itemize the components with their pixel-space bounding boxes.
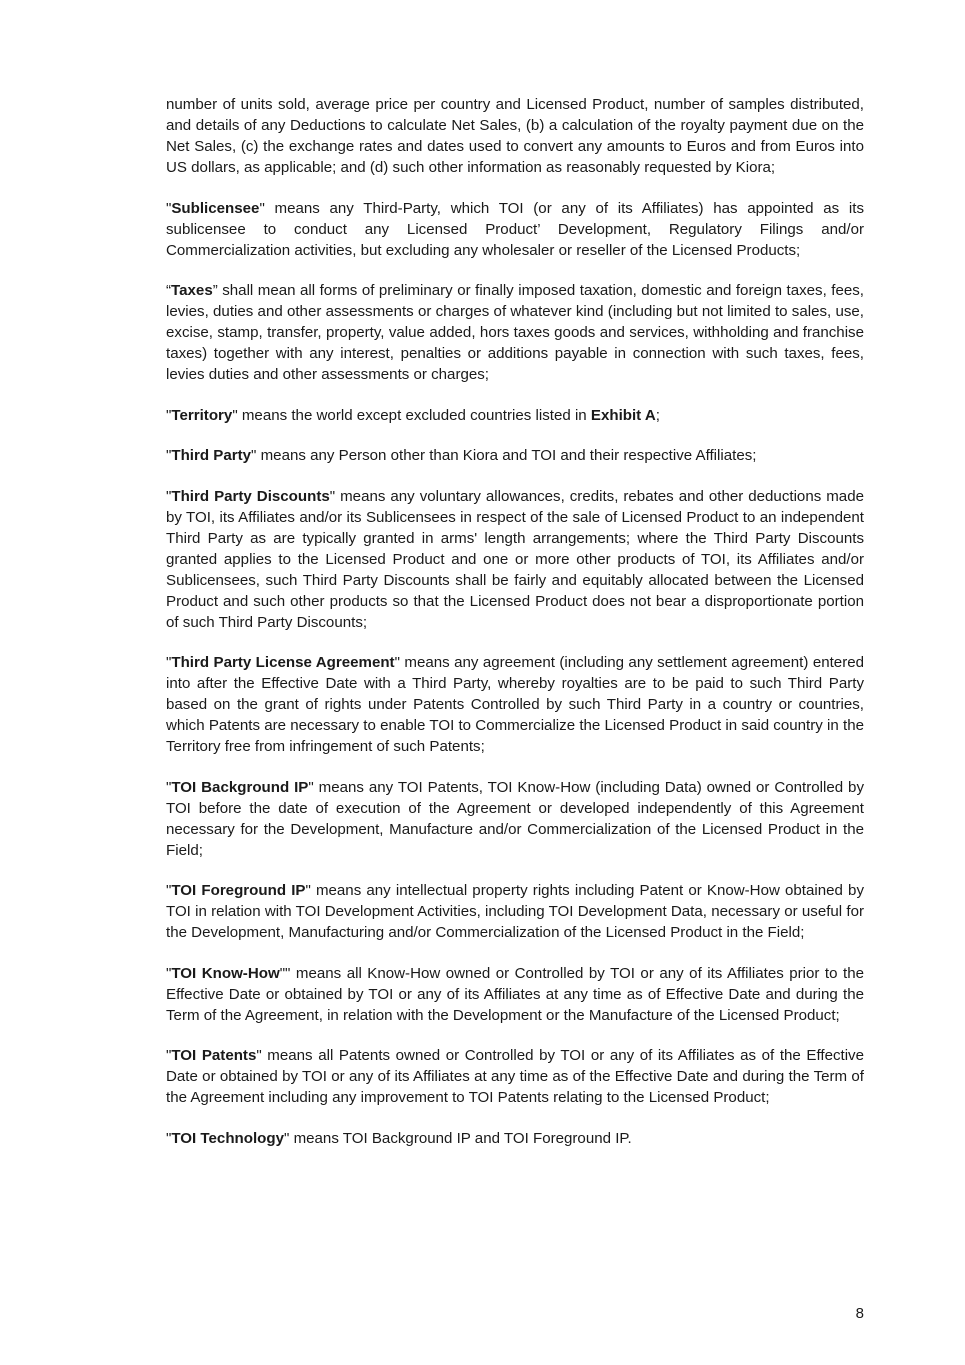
page-number: 8 bbox=[855, 1305, 864, 1322]
definition-toi-patents: "TOI Patents" means all Patents owned or Controlled by TOI or any of its Affiliates as of the Effective Date or obtained by TOI or any of its Affiliates at any time as of the Effective Date and during the Term of the Agreement including any improvement to TOI Patents relating to the Licensed Product; bbox=[166, 1047, 864, 1106]
definition-toi-technology: "TOI Technology" means TOI Background IP and TOI Foreground IP. bbox=[166, 1129, 632, 1147]
defined-term: TOI Know-How bbox=[171, 964, 280, 982]
definition-third-party-discounts: "Third Party Discounts" means any voluntary allowances, credits, rebates and other deductions made by TOI, its Affiliates and/or its Sublicensees in respect of the sale of Licensed Product to an independent Third Party as are typically granted in arms' length arrangements; where the Third Party Discounts granted applies to the Licensed Product and one or more other products of TOI, its Affiliates and/or Sublicensees, such Third Party Discounts shall be fairly and equitably allocated between the Licensed Product and such other products so that the Licensed Product does not bear a disproportionate portion of such Third Party Discounts; bbox=[166, 487, 864, 631]
defined-term: Taxes bbox=[171, 282, 213, 299]
definition-sublicensee: "Sublicensee" means any Third-Party, which TOI (or any of its Affiliates) has appointed as its sublicensee to conduct any Licensed Product’ Development, Regulatory Filings and/or Commercialization activities, but excluding any wholesaler or reseller of the Licensed Products; bbox=[166, 199, 864, 259]
defined-term: Sublicensee bbox=[171, 199, 260, 217]
defined-term: TOI Foreground IP bbox=[171, 882, 306, 899]
definition-third-party-license-agreement: "Third Party License Agreement" means any agreement (including any settlement agreement) entered into after the Effective Date with a Third Party, whereby royalties are to be paid to such Third Party based on the grant of rights under Patents Controlled by such Third Party in a country or countries, which Patents are necessary to enable TOI to Commercialize the Licensed Product in said country in the Territory free from infringement of such Patents; bbox=[166, 654, 865, 755]
exhibit-reference: Exhibit A bbox=[590, 406, 656, 424]
definition-third-party: "Third Party" means any Person other than Kiora and TOI and their respective Affiliates; bbox=[166, 447, 757, 464]
defined-term: Territory bbox=[171, 406, 233, 424]
defined-term: TOI Technology bbox=[171, 1129, 285, 1147]
paragraph-continuation: number of units sold, average price per country and Licensed Product, number of samples distributed, and details of any Deductions to calculate Net Sales, (b) a calculation of the royalty payment due on the Net Sales, (c) the exchange rates and dates used to convert any amounts to Euros and from Euros into US dollars, as applicable; and (d) such other information as reasonably requested by Kiora; bbox=[166, 96, 864, 176]
definition-toi-background-ip: "TOI Background IP" means any TOI Patents, TOI Know-How (including Data) owned or Controlled by TOI before the date of execution of the Agreement or developed independently of this Agreement necessary for the Development, Manufacture and/or Commercialization of the Licensed Product in the Field; bbox=[166, 778, 864, 859]
definition-territory: "Territory" means the world except excluded countries listed in Exhibit A; bbox=[166, 406, 660, 424]
definition-toi-foreground-ip: "TOI Foreground IP" means any intellectual property rights including Patent or Know-How obtained by TOI in relation with TOI Development Activities, including TOI Development Data, necessary or useful for the Development, Manufacturing and/or Commercialization of the Licensed Product in the Field; bbox=[166, 882, 864, 941]
defined-term: TOI Patents bbox=[171, 1047, 257, 1064]
definition-toi-know-how: "TOI Know-How"" means all Know-How owned or Controlled by TOI or any of its Affiliates prior to the Effective Date or obtained by TOI or any of its Affiliates at any time as of Effective Date and during the Term of the Agreement, in relation with the Development or the Manufacture of the Licensed Product; bbox=[166, 964, 864, 1024]
defined-term: Third Party bbox=[171, 447, 252, 464]
document-body bbox=[166, 94, 864, 1168]
defined-term: TOI Background IP bbox=[171, 778, 309, 796]
defined-term: Third Party Discounts bbox=[171, 487, 330, 505]
defined-term: Third Party License Agreement bbox=[171, 654, 395, 671]
definition-taxes: “Taxes” shall mean all forms of preliminary or finally imposed taxation, domestic and foreign taxes, fees, levies, duties and other assessments or charges of whatever kind (including but not limited to sales, use, excise, stamp, transfer, property, value added, hors taxes goods and services, withholding and franchise taxes) together with any interest, penalties or additions payable in connection with such taxes, fees, levies duties and other assessments or charges; bbox=[166, 282, 864, 383]
